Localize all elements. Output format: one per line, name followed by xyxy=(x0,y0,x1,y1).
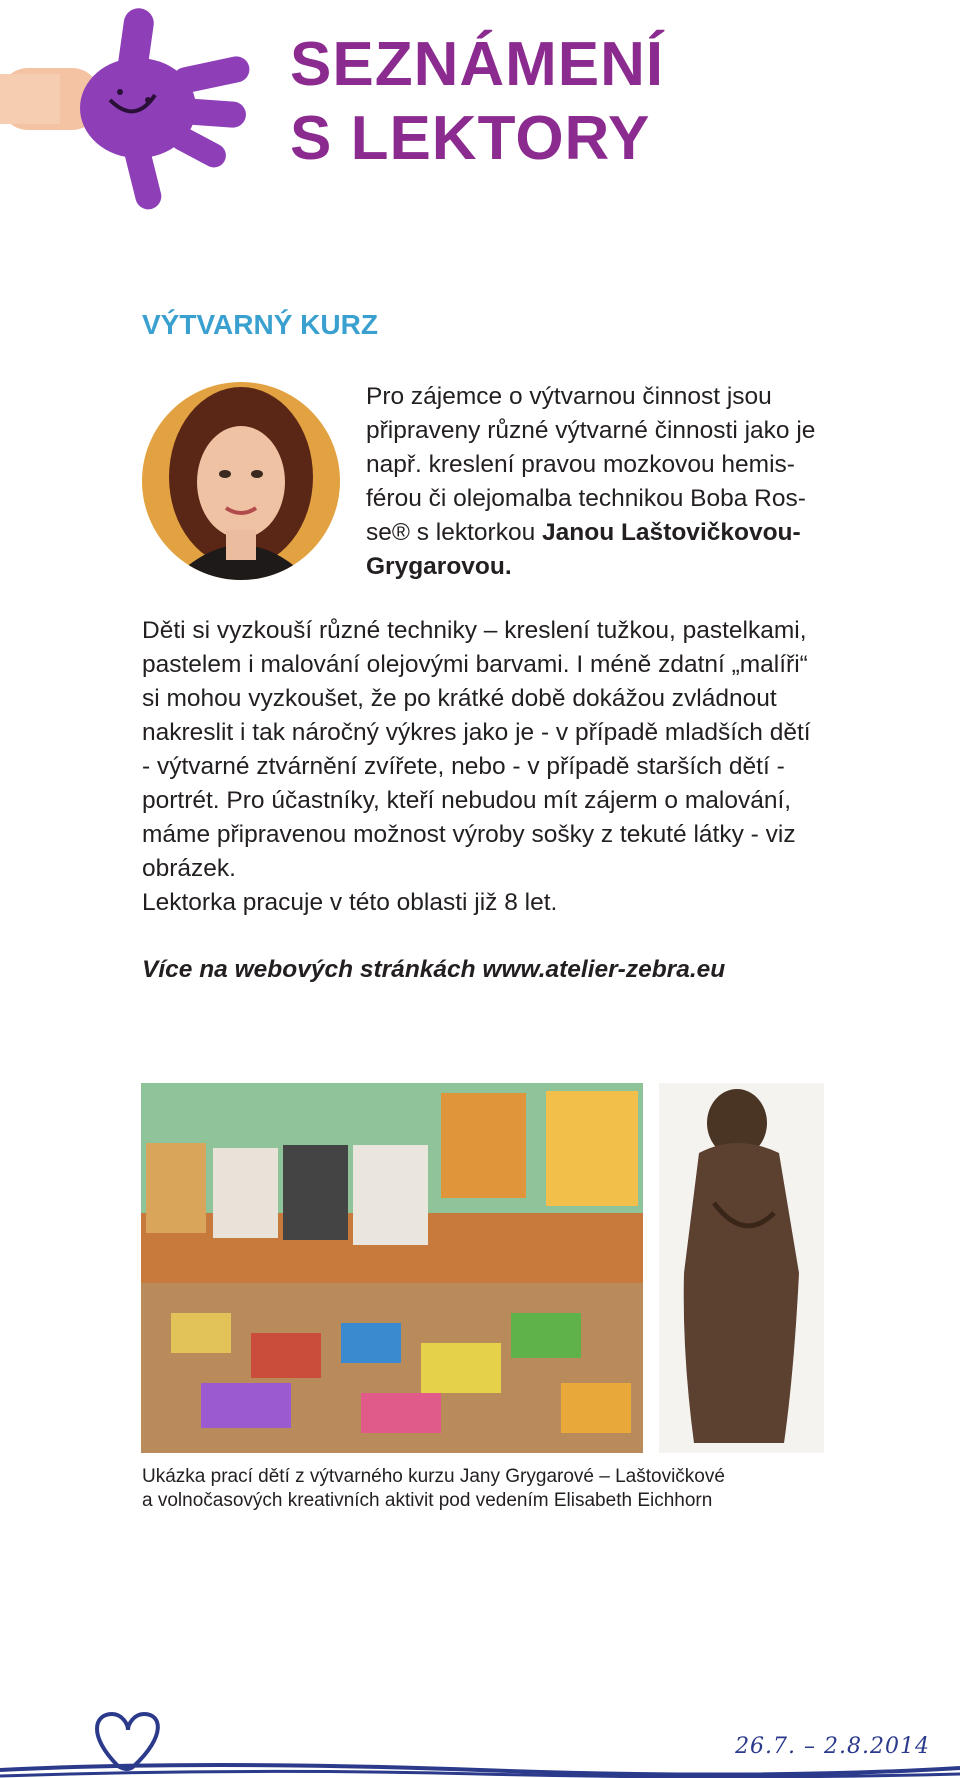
body-line: - výtvarné ztvárnění zvířete, nebo - v případě starších dětí - xyxy=(142,753,785,780)
lecturer-portrait xyxy=(142,382,340,580)
statue-photo xyxy=(659,1083,824,1453)
body-line: máme připravenou možnost výroby sošky z tekuté látky - viz xyxy=(142,821,796,848)
body-line: portrét. Pro účastníky, kteří nebudou mít zájerm o malování, xyxy=(142,787,792,814)
page-title-line2: S LEKTORY xyxy=(290,104,651,173)
body-line: pastelem i malování olejovými barvami. I méně zdatní „malíři“ xyxy=(142,651,808,678)
intro-text: Pro zájemce o výtvarnou činnost jsou připraveny různé výtvarné činnosti jako je např. kreslení pravou mozkovou hemis-férou či olejomalba technikou Boba Ros-se® s lektorkou xyxy=(366,383,816,546)
intro-paragraph xyxy=(366,380,836,584)
purple-hand-illustration xyxy=(0,0,260,220)
lecturer-name: Janou Laštovičkovou-Grygarovou. xyxy=(366,519,801,580)
caption-line2: a volnočasových kreativních aktivit pod vedením Elisabeth Eichhorn xyxy=(142,1490,713,1511)
artwork-photo xyxy=(141,1083,643,1453)
page-title xyxy=(290,28,664,176)
body-line: Lektorka pracuje v této oblasti již 8 let. xyxy=(142,889,558,916)
caption-line1: Ukázka prací dětí z výtvarného kurzu Jany Grygarové – Laštovičkové xyxy=(142,1466,725,1487)
body-line: Děti si vyzkouší různé techniky – kreslení tužkou, pastelkami, xyxy=(142,617,807,644)
section-title: VÝTVARNÝ KURZ xyxy=(142,309,378,340)
body-line: si mohou vyzkoušet, že po krátké době dokážou zvládnout xyxy=(142,685,777,712)
page-title-line1: SEZNÁMENÍ xyxy=(290,30,665,99)
event-date: 26.7. – 2.8.2014 xyxy=(735,1734,930,1759)
photo-caption xyxy=(142,1465,842,1513)
website-note: Více na webových stránkách www.atelier-zebra.eu xyxy=(142,956,726,983)
body-line: obrázek. xyxy=(142,855,236,882)
body-line: nakreslit i tak náročný výkres jako je - v případě mladších dětí xyxy=(142,719,811,746)
body-paragraph xyxy=(142,614,832,920)
